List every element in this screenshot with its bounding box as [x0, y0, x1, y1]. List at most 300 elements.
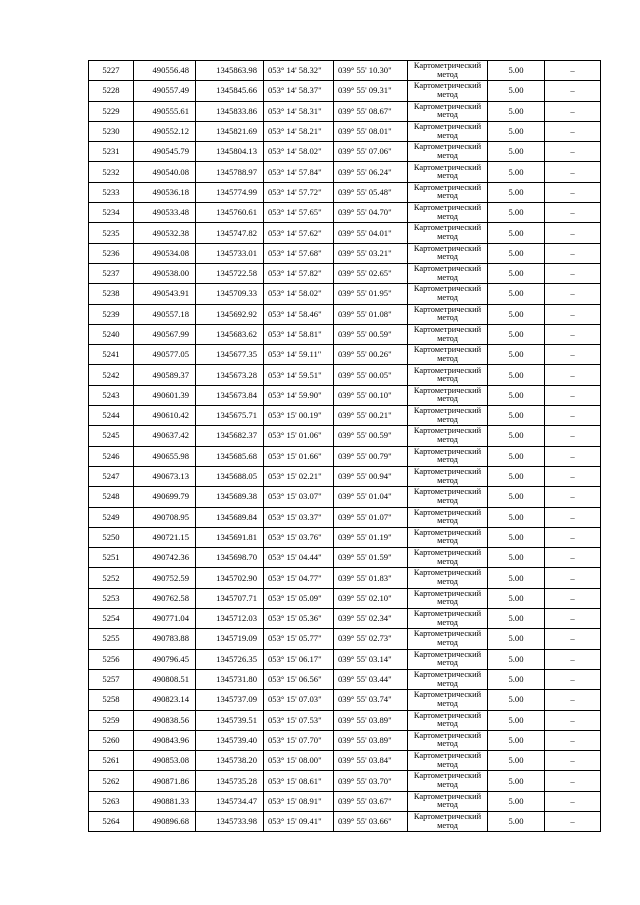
longitude-cell: 039° 55' 00.79" [334, 446, 408, 466]
latitude-cell: 053° 15' 05.36" [264, 609, 334, 629]
latitude-cell: 053° 14' 58.81" [264, 324, 334, 344]
point-number-cell: 5228 [89, 81, 134, 101]
longitude-cell: 039° 55' 03.84" [334, 751, 408, 771]
y-coordinate-cell: 1345738.20 [196, 751, 264, 771]
method-cell: Картометрический метод [408, 669, 488, 689]
accuracy-cell: 5.00 [488, 771, 545, 791]
y-coordinate-cell: 1345788.97 [196, 162, 264, 182]
longitude-cell: 039° 55' 03.21" [334, 243, 408, 263]
accuracy-cell: 5.00 [488, 345, 545, 365]
dash-cell: – [545, 182, 601, 202]
table-row [89, 203, 601, 223]
dash-cell: – [545, 61, 601, 81]
dash-cell: – [545, 466, 601, 486]
x-coordinate-cell: 490540.08 [134, 162, 196, 182]
dash-cell: – [545, 284, 601, 304]
accuracy-cell: 5.00 [488, 304, 545, 324]
y-coordinate-cell: 1345747.82 [196, 223, 264, 243]
longitude-cell: 039° 55' 04.01" [334, 223, 408, 243]
longitude-cell: 039° 55' 09.31" [334, 81, 408, 101]
table-row [89, 751, 601, 771]
longitude-cell: 039° 55' 08.67" [334, 101, 408, 121]
y-coordinate-cell: 1345760.61 [196, 203, 264, 223]
latitude-cell: 053° 15' 07.53" [264, 710, 334, 730]
dash-cell: – [545, 690, 601, 710]
method-cell: Картометрический метод [408, 182, 488, 202]
dash-cell: – [545, 81, 601, 101]
longitude-cell: 039° 55' 01.95" [334, 284, 408, 304]
dash-cell: – [545, 203, 601, 223]
method-cell: Картометрический метод [408, 406, 488, 426]
point-number-cell: 5243 [89, 385, 134, 405]
latitude-cell: 053° 15' 01.66" [264, 446, 334, 466]
longitude-cell: 039° 55' 07.06" [334, 142, 408, 162]
point-number-cell: 5240 [89, 324, 134, 344]
x-coordinate-cell: 490771.04 [134, 609, 196, 629]
y-coordinate-cell: 1345863.98 [196, 61, 264, 81]
accuracy-cell: 5.00 [488, 426, 545, 446]
accuracy-cell: 5.00 [488, 730, 545, 750]
accuracy-cell: 5.00 [488, 61, 545, 81]
y-coordinate-cell: 1345698.70 [196, 548, 264, 568]
latitude-cell: 053° 14' 58.37" [264, 81, 334, 101]
table-row [89, 81, 601, 101]
point-number-cell: 5227 [89, 61, 134, 81]
accuracy-cell: 5.00 [488, 162, 545, 182]
table-row [89, 61, 601, 81]
longitude-cell: 039° 55' 03.74" [334, 690, 408, 710]
x-coordinate-cell: 490871.86 [134, 771, 196, 791]
method-cell: Картометрический метод [408, 345, 488, 365]
point-number-cell: 5244 [89, 406, 134, 426]
y-coordinate-cell: 1345774.99 [196, 182, 264, 202]
dash-cell: – [545, 730, 601, 750]
x-coordinate-cell: 490532.38 [134, 223, 196, 243]
table-row [89, 121, 601, 141]
point-number-cell: 5239 [89, 304, 134, 324]
dash-cell: – [545, 446, 601, 466]
y-coordinate-cell: 1345712.03 [196, 609, 264, 629]
latitude-cell: 053° 15' 00.19" [264, 406, 334, 426]
accuracy-cell: 5.00 [488, 507, 545, 527]
method-cell: Картометрический метод [408, 771, 488, 791]
point-number-cell: 5247 [89, 466, 134, 486]
y-coordinate-cell: 1345845.66 [196, 81, 264, 101]
x-coordinate-cell: 490610.42 [134, 406, 196, 426]
longitude-cell: 039° 55' 01.04" [334, 487, 408, 507]
accuracy-cell: 5.00 [488, 669, 545, 689]
table-row [89, 324, 601, 344]
dash-cell: – [545, 771, 601, 791]
coordinates-table-page [88, 60, 600, 832]
y-coordinate-cell: 1345821.69 [196, 121, 264, 141]
accuracy-cell: 5.00 [488, 284, 545, 304]
point-number-cell: 5263 [89, 791, 134, 811]
latitude-cell: 053° 15' 08.91" [264, 791, 334, 811]
point-number-cell: 5237 [89, 263, 134, 283]
accuracy-cell: 5.00 [488, 142, 545, 162]
point-number-cell: 5238 [89, 284, 134, 304]
x-coordinate-cell: 490808.51 [134, 669, 196, 689]
accuracy-cell: 5.00 [488, 446, 545, 466]
accuracy-cell: 5.00 [488, 568, 545, 588]
x-coordinate-cell: 490838.56 [134, 710, 196, 730]
x-coordinate-cell: 490742.36 [134, 548, 196, 568]
point-number-cell: 5246 [89, 446, 134, 466]
latitude-cell: 053° 15' 03.76" [264, 527, 334, 547]
accuracy-cell: 5.00 [488, 365, 545, 385]
method-cell: Картометрический метод [408, 548, 488, 568]
x-coordinate-cell: 490543.91 [134, 284, 196, 304]
longitude-cell: 039° 55' 03.67" [334, 791, 408, 811]
table-row [89, 345, 601, 365]
table-row [89, 426, 601, 446]
point-number-cell: 5230 [89, 121, 134, 141]
latitude-cell: 053° 15' 04.77" [264, 568, 334, 588]
x-coordinate-cell: 490536.18 [134, 182, 196, 202]
longitude-cell: 039° 55' 00.05" [334, 365, 408, 385]
table-row [89, 730, 601, 750]
longitude-cell: 039° 55' 01.08" [334, 304, 408, 324]
point-number-cell: 5235 [89, 223, 134, 243]
table-row [89, 710, 601, 730]
longitude-cell: 039° 55' 02.34" [334, 609, 408, 629]
latitude-cell: 053° 15' 08.00" [264, 751, 334, 771]
table-row [89, 284, 601, 304]
y-coordinate-cell: 1345689.84 [196, 507, 264, 527]
latitude-cell: 053° 14' 58.46" [264, 304, 334, 324]
x-coordinate-cell: 490589.37 [134, 365, 196, 385]
method-cell: Картометрический метод [408, 162, 488, 182]
y-coordinate-cell: 1345689.38 [196, 487, 264, 507]
y-coordinate-cell: 1345688.05 [196, 466, 264, 486]
point-number-cell: 5260 [89, 730, 134, 750]
method-cell: Картометрический метод [408, 263, 488, 283]
method-cell: Картометрический метод [408, 81, 488, 101]
table-row [89, 568, 601, 588]
method-cell: Картометрический метод [408, 791, 488, 811]
table-row [89, 101, 601, 121]
table-row [89, 223, 601, 243]
method-cell: Картометрический метод [408, 304, 488, 324]
longitude-cell: 039° 55' 03.89" [334, 730, 408, 750]
dash-cell: – [545, 223, 601, 243]
longitude-cell: 039° 55' 01.19" [334, 527, 408, 547]
method-cell: Картометрический метод [408, 101, 488, 121]
point-number-cell: 5258 [89, 690, 134, 710]
accuracy-cell: 5.00 [488, 710, 545, 730]
y-coordinate-cell: 1345707.71 [196, 588, 264, 608]
point-number-cell: 5229 [89, 101, 134, 121]
y-coordinate-cell: 1345683.62 [196, 324, 264, 344]
accuracy-cell: 5.00 [488, 243, 545, 263]
x-coordinate-cell: 490637.42 [134, 426, 196, 446]
x-coordinate-cell: 490721.15 [134, 527, 196, 547]
method-cell: Картометрический метод [408, 649, 488, 669]
latitude-cell: 053° 15' 05.77" [264, 629, 334, 649]
table-row [89, 263, 601, 283]
table-row [89, 669, 601, 689]
y-coordinate-cell: 1345692.92 [196, 304, 264, 324]
dash-cell: – [545, 426, 601, 446]
accuracy-cell: 5.00 [488, 121, 545, 141]
y-coordinate-cell: 1345722.58 [196, 263, 264, 283]
table-row [89, 609, 601, 629]
dash-cell: – [545, 263, 601, 283]
point-number-cell: 5253 [89, 588, 134, 608]
longitude-cell: 039° 55' 08.01" [334, 121, 408, 141]
table-row [89, 690, 601, 710]
accuracy-cell: 5.00 [488, 203, 545, 223]
table-row [89, 527, 601, 547]
method-cell: Картометрический метод [408, 629, 488, 649]
x-coordinate-cell: 490896.68 [134, 811, 196, 831]
x-coordinate-cell: 490577.05 [134, 345, 196, 365]
point-number-cell: 5264 [89, 811, 134, 831]
longitude-cell: 039° 55' 01.83" [334, 568, 408, 588]
point-number-cell: 5249 [89, 507, 134, 527]
accuracy-cell: 5.00 [488, 406, 545, 426]
y-coordinate-cell: 1345702.90 [196, 568, 264, 588]
latitude-cell: 053° 15' 02.21" [264, 466, 334, 486]
table-row [89, 385, 601, 405]
dash-cell: – [545, 609, 601, 629]
y-coordinate-cell: 1345675.71 [196, 406, 264, 426]
point-number-cell: 5251 [89, 548, 134, 568]
latitude-cell: 053° 14' 59.51" [264, 365, 334, 385]
y-coordinate-cell: 1345685.68 [196, 446, 264, 466]
x-coordinate-cell: 490843.96 [134, 730, 196, 750]
table-row [89, 406, 601, 426]
latitude-cell: 053° 14' 58.02" [264, 284, 334, 304]
x-coordinate-cell: 490533.48 [134, 203, 196, 223]
longitude-cell: 039° 55' 10.30" [334, 61, 408, 81]
point-number-cell: 5257 [89, 669, 134, 689]
dash-cell: – [545, 243, 601, 263]
table-row [89, 548, 601, 568]
latitude-cell: 053° 15' 03.37" [264, 507, 334, 527]
table-row [89, 466, 601, 486]
point-number-cell: 5256 [89, 649, 134, 669]
longitude-cell: 039° 55' 02.10" [334, 588, 408, 608]
accuracy-cell: 5.00 [488, 487, 545, 507]
accuracy-cell: 5.00 [488, 811, 545, 831]
y-coordinate-cell: 1345691.81 [196, 527, 264, 547]
x-coordinate-cell: 490601.39 [134, 385, 196, 405]
accuracy-cell: 5.00 [488, 690, 545, 710]
x-coordinate-cell: 490557.49 [134, 81, 196, 101]
table-row [89, 649, 601, 669]
method-cell: Картометрический метод [408, 284, 488, 304]
method-cell: Картометрический метод [408, 588, 488, 608]
table-row [89, 304, 601, 324]
method-cell: Картометрический метод [408, 61, 488, 81]
longitude-cell: 039° 55' 00.26" [334, 345, 408, 365]
y-coordinate-cell: 1345719.09 [196, 629, 264, 649]
method-cell: Картометрический метод [408, 142, 488, 162]
latitude-cell: 053° 14' 57.62" [264, 223, 334, 243]
point-number-cell: 5254 [89, 609, 134, 629]
point-number-cell: 5241 [89, 345, 134, 365]
dash-cell: – [545, 162, 601, 182]
method-cell: Картометрический метод [408, 446, 488, 466]
accuracy-cell: 5.00 [488, 385, 545, 405]
point-number-cell: 5250 [89, 527, 134, 547]
latitude-cell: 053° 14' 57.72" [264, 182, 334, 202]
longitude-cell: 039° 55' 03.70" [334, 771, 408, 791]
dash-cell: – [545, 629, 601, 649]
point-number-cell: 5255 [89, 629, 134, 649]
latitude-cell: 053° 15' 07.70" [264, 730, 334, 750]
table-row [89, 142, 601, 162]
latitude-cell: 053° 15' 08.61" [264, 771, 334, 791]
latitude-cell: 053° 14' 58.21" [264, 121, 334, 141]
y-coordinate-cell: 1345682.37 [196, 426, 264, 446]
longitude-cell: 039° 55' 00.21" [334, 406, 408, 426]
latitude-cell: 053° 15' 03.07" [264, 487, 334, 507]
y-coordinate-cell: 1345677.35 [196, 345, 264, 365]
point-number-cell: 5252 [89, 568, 134, 588]
accuracy-cell: 5.00 [488, 101, 545, 121]
accuracy-cell: 5.00 [488, 588, 545, 608]
longitude-cell: 039° 55' 02.73" [334, 629, 408, 649]
y-coordinate-cell: 1345739.40 [196, 730, 264, 750]
point-number-cell: 5232 [89, 162, 134, 182]
table-row [89, 162, 601, 182]
accuracy-cell: 5.00 [488, 81, 545, 101]
method-cell: Картометрический метод [408, 751, 488, 771]
table-row [89, 487, 601, 507]
y-coordinate-cell: 1345735.28 [196, 771, 264, 791]
table-row [89, 629, 601, 649]
point-number-cell: 5261 [89, 751, 134, 771]
table-body [89, 61, 601, 832]
y-coordinate-cell: 1345673.28 [196, 365, 264, 385]
method-cell: Картометрический метод [408, 568, 488, 588]
dash-cell: – [545, 588, 601, 608]
x-coordinate-cell: 490823.14 [134, 690, 196, 710]
x-coordinate-cell: 490655.98 [134, 446, 196, 466]
method-cell: Картометрический метод [408, 324, 488, 344]
accuracy-cell: 5.00 [488, 609, 545, 629]
latitude-cell: 053° 15' 07.03" [264, 690, 334, 710]
latitude-cell: 053° 14' 57.68" [264, 243, 334, 263]
x-coordinate-cell: 490567.99 [134, 324, 196, 344]
table-row [89, 811, 601, 831]
y-coordinate-cell: 1345673.84 [196, 385, 264, 405]
latitude-cell: 053° 14' 57.84" [264, 162, 334, 182]
latitude-cell: 053° 15' 06.17" [264, 649, 334, 669]
x-coordinate-cell: 490552.12 [134, 121, 196, 141]
x-coordinate-cell: 490783.88 [134, 629, 196, 649]
latitude-cell: 053° 14' 57.65" [264, 203, 334, 223]
table-row [89, 791, 601, 811]
method-cell: Картометрический метод [408, 690, 488, 710]
latitude-cell: 053° 15' 09.41" [264, 811, 334, 831]
method-cell: Картометрический метод [408, 426, 488, 446]
x-coordinate-cell: 490673.13 [134, 466, 196, 486]
dash-cell: – [545, 669, 601, 689]
y-coordinate-cell: 1345733.98 [196, 811, 264, 831]
longitude-cell: 039° 55' 03.66" [334, 811, 408, 831]
y-coordinate-cell: 1345804.13 [196, 142, 264, 162]
method-cell: Картометрический метод [408, 385, 488, 405]
latitude-cell: 053° 15' 01.06" [264, 426, 334, 446]
dash-cell: – [545, 101, 601, 121]
point-number-cell: 5231 [89, 142, 134, 162]
x-coordinate-cell: 490545.79 [134, 142, 196, 162]
accuracy-cell: 5.00 [488, 629, 545, 649]
method-cell: Картометрический метод [408, 121, 488, 141]
method-cell: Картометрический метод [408, 243, 488, 263]
x-coordinate-cell: 490699.79 [134, 487, 196, 507]
accuracy-cell: 5.00 [488, 182, 545, 202]
table-row [89, 365, 601, 385]
point-number-cell: 5248 [89, 487, 134, 507]
method-cell: Картометрический метод [408, 811, 488, 831]
dash-cell: – [545, 142, 601, 162]
table-row [89, 182, 601, 202]
coordinates-table [88, 60, 601, 832]
method-cell: Картометрический метод [408, 507, 488, 527]
latitude-cell: 053° 14' 58.02" [264, 142, 334, 162]
dash-cell: – [545, 121, 601, 141]
dash-cell: – [545, 527, 601, 547]
dash-cell: – [545, 548, 601, 568]
dash-cell: – [545, 710, 601, 730]
x-coordinate-cell: 490534.08 [134, 243, 196, 263]
dash-cell: – [545, 304, 601, 324]
longitude-cell: 039° 55' 04.70" [334, 203, 408, 223]
method-cell: Картометрический метод [408, 365, 488, 385]
accuracy-cell: 5.00 [488, 791, 545, 811]
x-coordinate-cell: 490556.48 [134, 61, 196, 81]
method-cell: Картометрический метод [408, 609, 488, 629]
method-cell: Картометрический метод [408, 487, 488, 507]
x-coordinate-cell: 490796.45 [134, 649, 196, 669]
dash-cell: – [545, 487, 601, 507]
method-cell: Картометрический метод [408, 223, 488, 243]
point-number-cell: 5236 [89, 243, 134, 263]
table-row [89, 243, 601, 263]
longitude-cell: 039° 55' 00.94" [334, 466, 408, 486]
longitude-cell: 039° 55' 02.65" [334, 263, 408, 283]
dash-cell: – [545, 811, 601, 831]
table-row [89, 588, 601, 608]
latitude-cell: 053° 15' 05.09" [264, 588, 334, 608]
method-cell: Картометрический метод [408, 203, 488, 223]
point-number-cell: 5233 [89, 182, 134, 202]
dash-cell: – [545, 649, 601, 669]
dash-cell: – [545, 406, 601, 426]
longitude-cell: 039° 55' 01.59" [334, 548, 408, 568]
x-coordinate-cell: 490555.61 [134, 101, 196, 121]
latitude-cell: 053° 14' 59.11" [264, 345, 334, 365]
accuracy-cell: 5.00 [488, 324, 545, 344]
method-cell: Картометрический метод [408, 466, 488, 486]
latitude-cell: 053° 14' 58.31" [264, 101, 334, 121]
point-number-cell: 5234 [89, 203, 134, 223]
longitude-cell: 039° 55' 00.59" [334, 324, 408, 344]
accuracy-cell: 5.00 [488, 649, 545, 669]
longitude-cell: 039° 55' 03.89" [334, 710, 408, 730]
accuracy-cell: 5.00 [488, 751, 545, 771]
table-row [89, 771, 601, 791]
y-coordinate-cell: 1345739.51 [196, 710, 264, 730]
latitude-cell: 053° 14' 58.32" [264, 61, 334, 81]
x-coordinate-cell: 490881.33 [134, 791, 196, 811]
x-coordinate-cell: 490708.95 [134, 507, 196, 527]
